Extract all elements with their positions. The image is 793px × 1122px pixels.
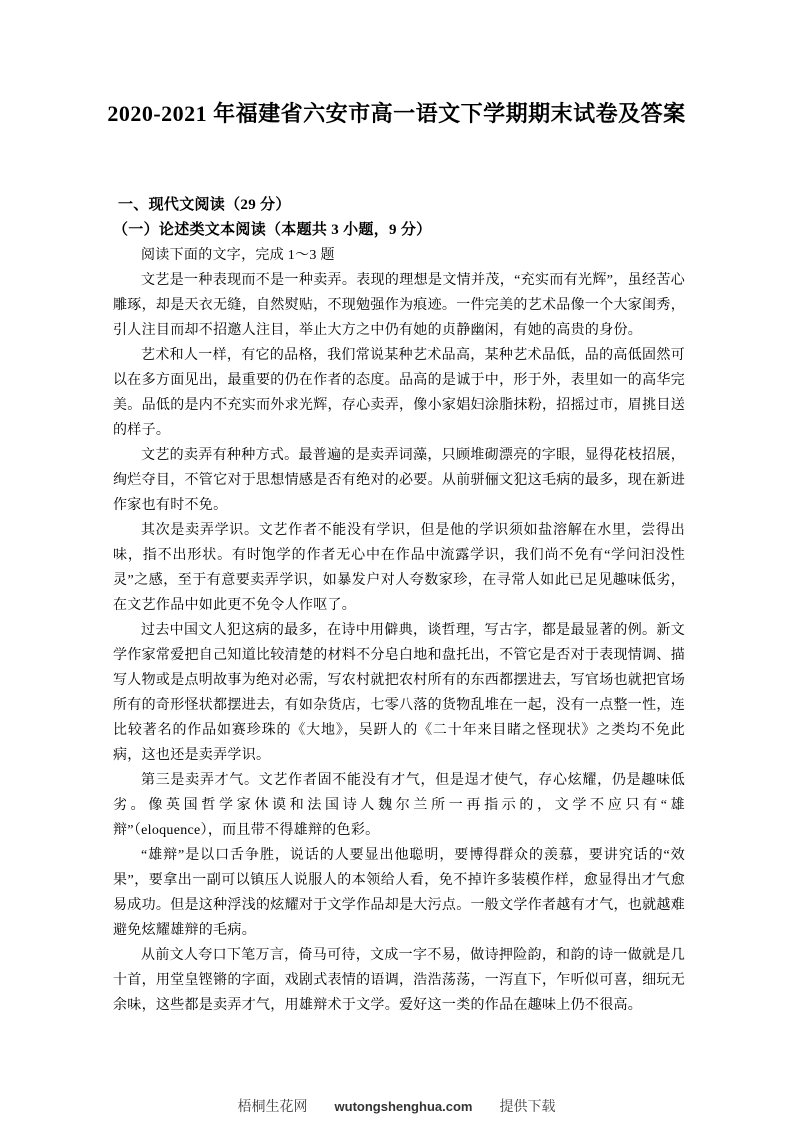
document-title: 2020-2021 年福建省六安市高一语文下学期期末试卷及答案 [107,101,686,126]
body-paragraph: 艺术和人一样，有它的品格，我们常说某种艺术品高，某种艺术品低，品的高低固然可以在多方面见出，最重要的仍在作者的态度。品高的是诚于中，形于外，表里如一的高华完美。品低的是内不充实而外求光辉，存心卖弄，像小家娼妇涂脂抹粉，招摇过市，眉挑目送的样子。 [113,348,685,438]
footer-site-url: wutongshenghua.com [334,1099,473,1114]
document-body [113,193,685,1018]
subsection-heading-argumentative-reading: （一）论述类文本阅读（本题共 3 小题，9 分） [113,222,432,238]
footer-site-name: 梧桐生花网 [237,1100,308,1115]
reading-instruction: 阅读下面的文字，完成 1～3 题 [141,248,335,263]
page-footer [0,1096,793,1116]
body-paragraph: 过去中国文人犯这病的最多，在诗中用僻典，谈哲理，写古字，都是最显著的例。新文学作家常爱把自己知道比较清楚的材料不分皂白地和盘托出，不管它是否对于表现情调、描写人物或是点明故事为绝对必需，写农村就把农村所有的东西都摆进去，写官场也就把官场所有的奇形怪状都摆进去，有如杂货店，七零八落的货物乱堆在一起，没有一点整一性，连比较著名的作品如赛珍珠的《大地》，吴趼人的《二十年来目睹之怪现状》之类均不免此病，这也还是卖弄学识。 [113,623,685,763]
body-paragraph: 其次是卖弄学识。文艺作者不能没有学识，但是他的学识须如盐溶解在水里，尝得出味，指不出形状。有时饱学的作者无心中在作品中流露学识，我们尚不免有“学问汩没性灵”之感，至于有意要卖弄学识，如暴发户对人夸数家珍，在寻常人如此已足见趣味低劣，在文艺作品中如此更不免令人作呕了。 [113,523,685,613]
section-heading-modern-reading: 一、现代文阅读（29 分） [118,197,291,213]
body-paragraph: 文艺是一种表现而不是一种卖弄。表现的理想是文情并茂，“充实而有光辉”，虽经苦心雕琢，却是天衣无缝，自然熨贴，不现勉强作为痕迹。一件完美的艺术品像一个大家闺秀，引人注目而却不招邀人注目，举止大方之中仍有她的贞静幽闲，有她的高贵的身份。 [113,273,685,338]
body-paragraph: 从前文人夸口下笔万言，倚马可待，文成一字不易，做诗押险韵，和韵的诗一做就是几十首，用堂皇铿锵的字面，戏剧式表情的语调，浩浩荡荡，一泻直下，乍听似可喜，细玩无余味，这些都是卖弄才气，用雄辩术于文学。爱好这一类的作品在趣味上仍不很高。 [113,948,685,1013]
body-paragraph: 文艺的卖弄有种种方式。最普遍的是卖弄词藻，只顾堆砌漂亮的字眼，显得花枝招展，绚烂夺目，不管它对于思想情感是否有绝对的必要。从前骈俪文犯这毛病的最多，现在新进作家也有时不免。 [113,448,685,513]
footer-download-note: 提供下载 [499,1100,556,1115]
body-paragraph: “雄辩”是以口舌争胜，说话的人要显出他聪明，要博得群众的羡慕，要讲究话的“效果”，要拿出一副可以镇压人说服人的本领给人看，免不掉许多装模作样，愈显得出才气愈易成功。但是这种浮浅的炫耀对于文学作品却是大污点。一般文学作者越有才气，也就越难避免炫耀雄辩的毛病。 [113,848,685,938]
body-paragraph: 第三是卖弄才气。文艺作者固不能没有才气，但是逞才使气，存心炫耀，仍是趣味低劣。像英国哲学家休谟和法国诗人魏尔兰所一再指示的，文学不应只有“雄辩”（eloquence），而且带不得雄辩的色彩。 [113,773,685,838]
